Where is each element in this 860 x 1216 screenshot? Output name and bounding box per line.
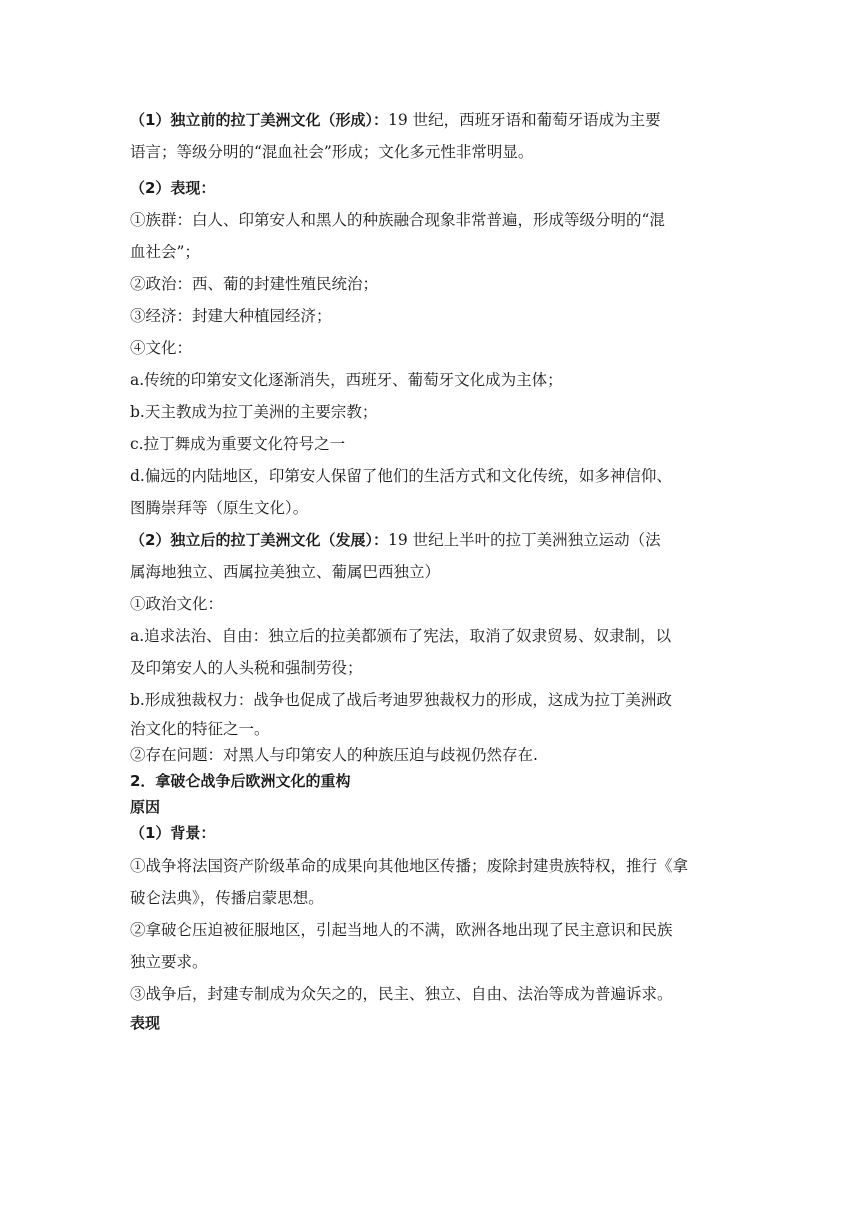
background-line: 破仑法典》，传播启蒙思想。 (130, 889, 324, 907)
performance-line: c.拉丁舞成为重要文化符号之一 (130, 435, 346, 453)
background-heading: （1）背景： (130, 824, 216, 842)
performance-line: 图腾崇拜等（原生文化）。 (130, 499, 309, 517)
background-line: ①战争将法国资产阶级革命的成果向其他地区传播；废除封建贵族特权，推行《拿 (130, 857, 689, 875)
formation-text: 19 世纪，西班牙语和葡萄牙语成为主要 (387, 111, 661, 129)
performance-heading-2: 表现 (130, 1014, 161, 1032)
performance-line: d.偏远的内陆地区，印第安人保留了他们的生活方式和文化传统，如多神信仰、 (130, 467, 672, 485)
paragraph-development-line-1 (130, 524, 734, 556)
development-text: 19 世纪上半叶的拉丁美洲独立运动（法 (387, 531, 661, 549)
performance-line: b.天主教成为拉丁美洲的主要宗教； (130, 403, 378, 421)
cause-heading: 原因 (130, 798, 161, 816)
paragraph-formation-line-1 (130, 104, 734, 136)
performance-line: ①族群：白人、印第安人和黑人的种族融合现象非常普遍，形成等级分明的“混 (130, 211, 665, 229)
development-line: a.追求法治、自由：独立后的拉美都颁布了宪法，取消了奴隶贸易、奴隶制，以 (130, 627, 672, 645)
performance-line: ④文化： (130, 339, 193, 357)
section-2-title: 2．拿破仑战争后欧洲文化的重构 (130, 772, 351, 790)
background-line: 独立要求。 (130, 953, 208, 971)
document-body (130, 104, 734, 1036)
background-line: ②拿破仑压迫被征服地区，引起当地人的不满，欧洲各地出现了民主意识和民族 (130, 921, 673, 939)
development-heading: （2）独立后的拉丁美洲文化（发展）： (130, 531, 388, 549)
paragraph-formation-line-2: 语言；等级分明的“混血社会”形成；文化多元性非常明显。 (130, 143, 534, 161)
formation-heading: （1）独立前的拉丁美洲文化（形成）： (130, 111, 388, 129)
performance-line: 血社会”； (130, 243, 200, 261)
background-line: ③战争后，封建专制成为众矢之的，民主、独立、自由、法治等成为普遍诉求。 (130, 985, 673, 1003)
development-line: ②存在问题：对黑人与印第安人的种族压迫与歧视仍然存在. (130, 746, 538, 764)
development-line: b.形成独裁权力：战争也促成了战后考迪罗独裁权力的形成，这成为拉丁美洲政 (130, 691, 672, 709)
performance-line: ③经济：封建大种植园经济； (130, 307, 332, 325)
performance-line: a.传统的印第安文化逐渐消失，西班牙、葡萄牙文化成为主体； (130, 371, 563, 389)
paragraph-development-line-2: 属海地独立、西属拉美独立、葡属巴西独立） (130, 563, 441, 581)
development-line: 治文化的特征之一。 (130, 720, 270, 738)
development-line: ①政治文化： (130, 595, 224, 613)
development-line: 及印第安人的人头税和强制劳役； (130, 659, 363, 677)
performance-line: ②政治：西、葡的封建性殖民统治； (130, 275, 379, 293)
performance-heading: （2）表现： (130, 179, 216, 197)
